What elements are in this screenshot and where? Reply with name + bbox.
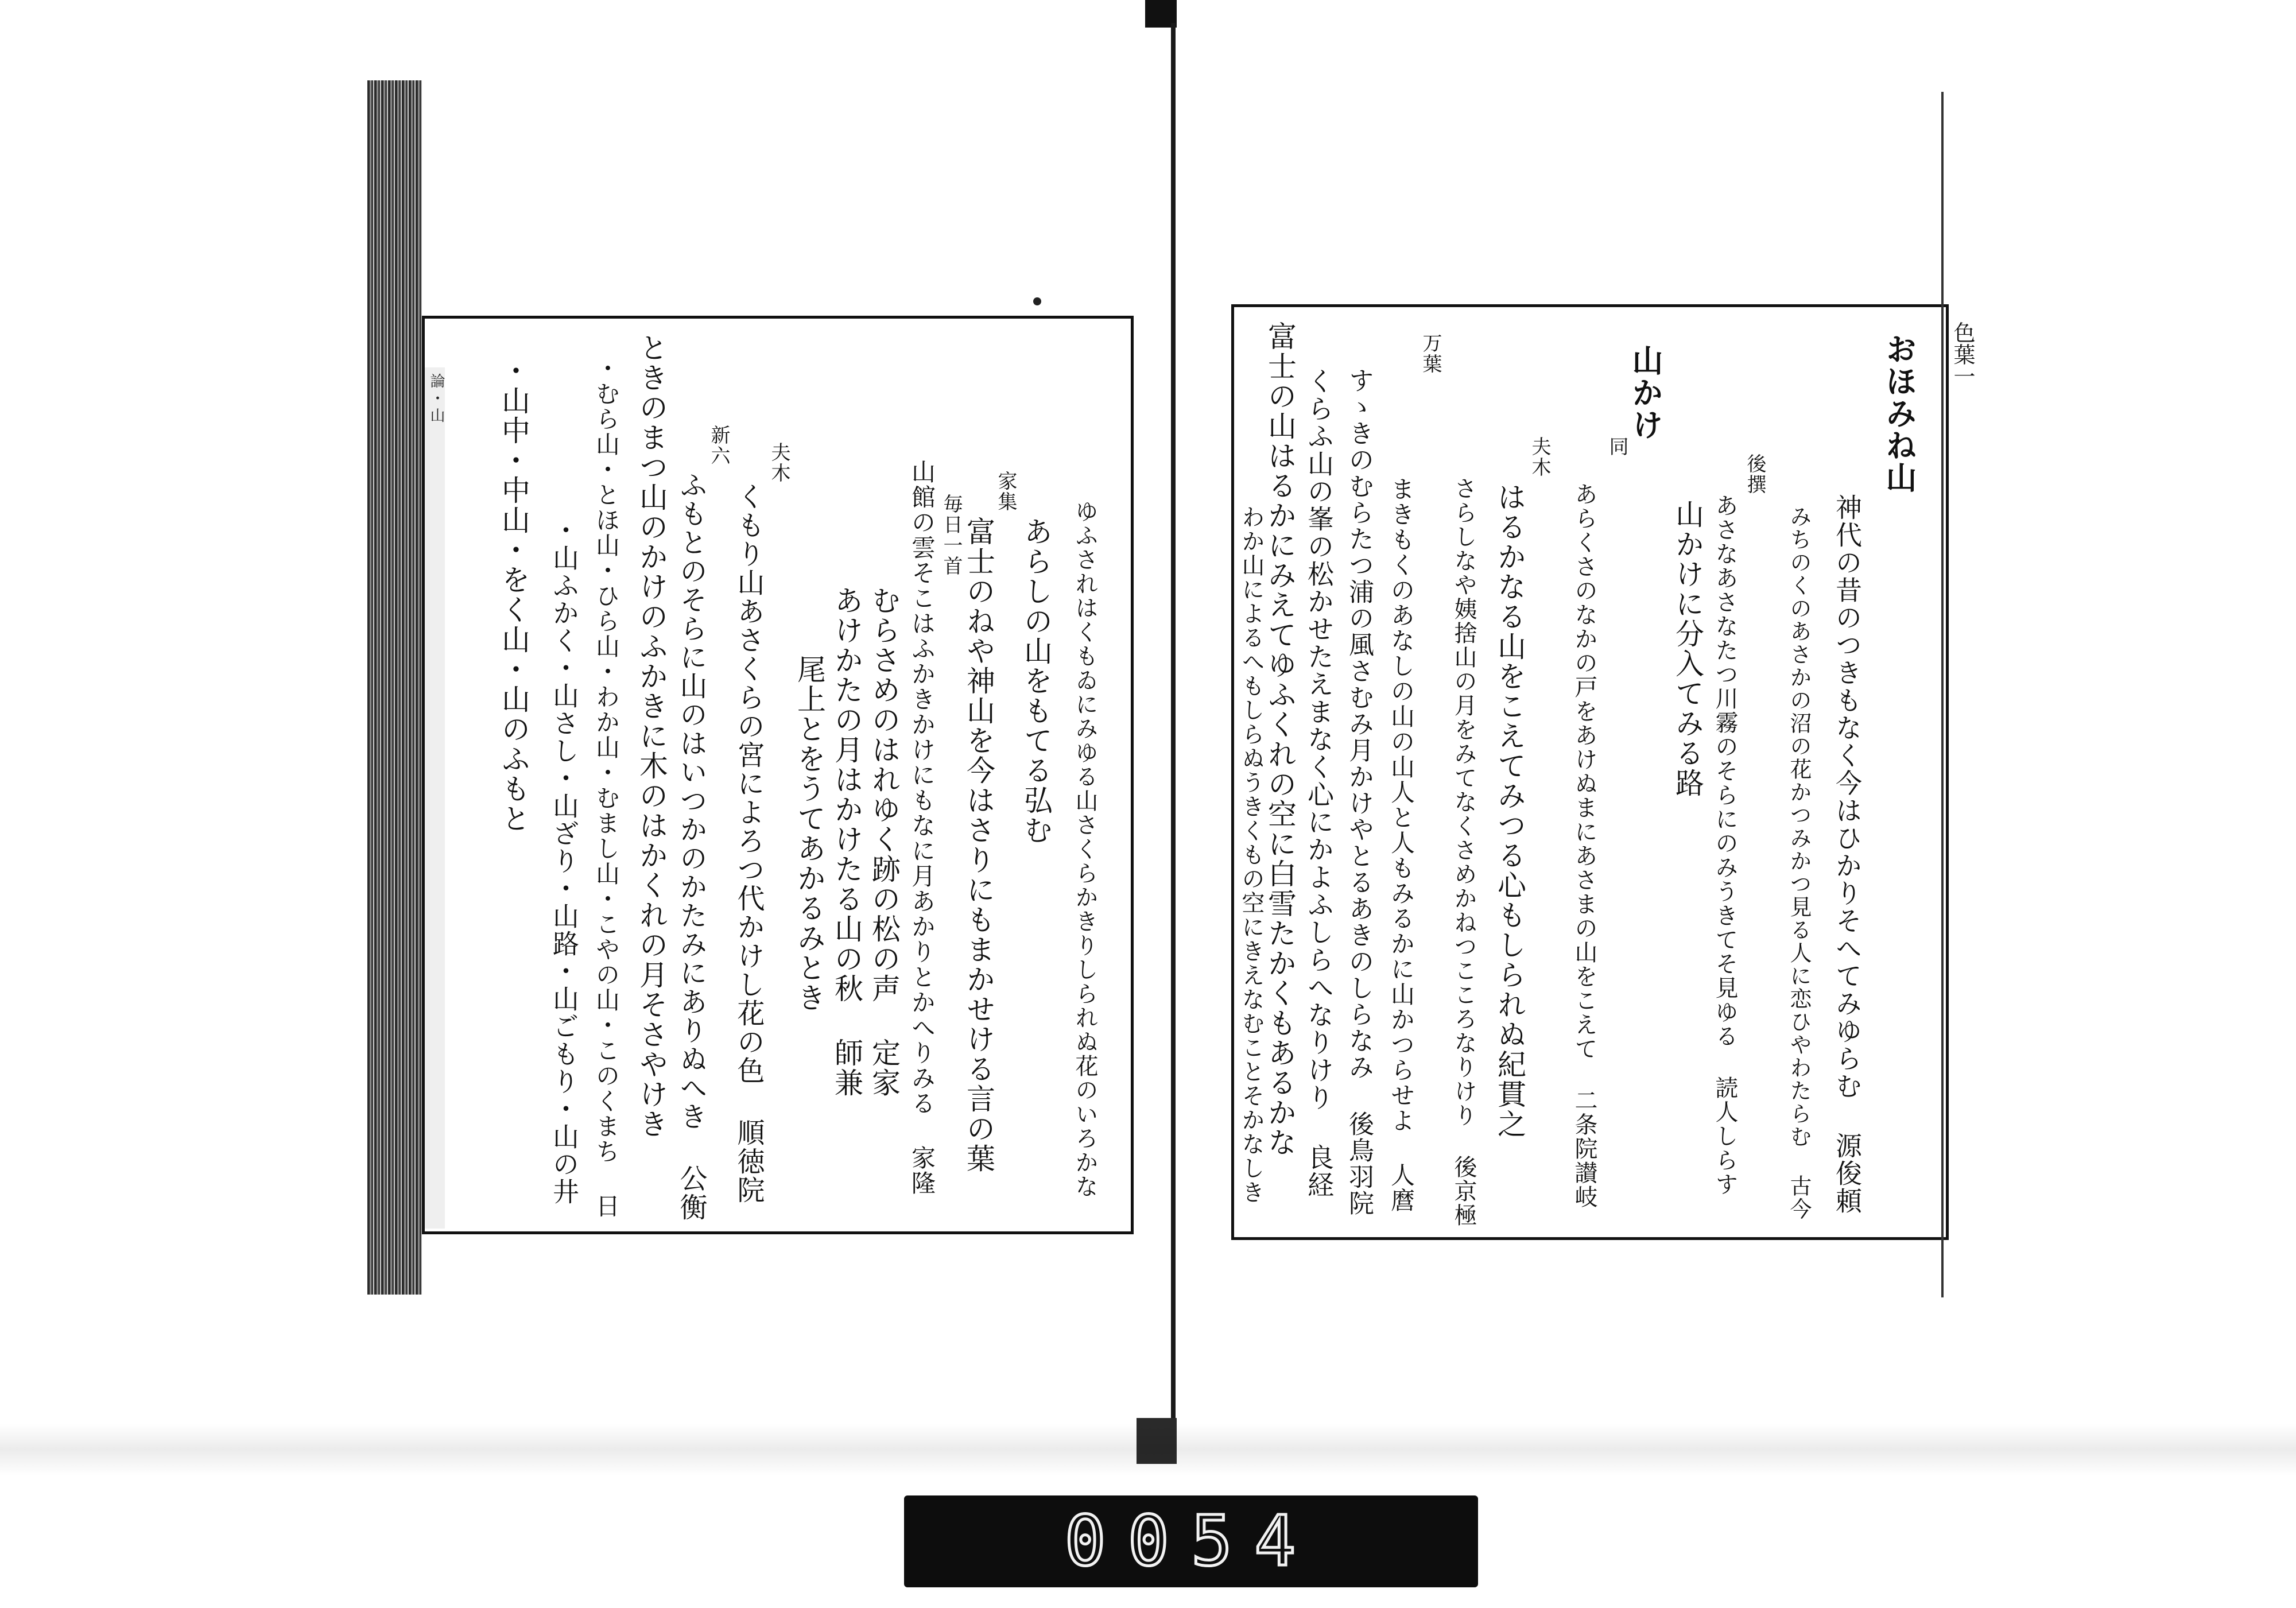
- right-col-1: おほみね山: [1881, 333, 1918, 494]
- left-col-5: 毎日一首: [940, 494, 963, 576]
- right-col-12: さらしなや姨捨山の月をみてなくさめかねつこころなりけり 後京極: [1450, 476, 1477, 1227]
- right-col-9: あらくさのなかの戸をあけぬまにあさまの山をこえて 二条院讃岐: [1571, 482, 1597, 1209]
- scan-noise: [0, 1424, 2296, 1475]
- edge-label: 論・山: [428, 373, 445, 425]
- left-col-1: ゆふされはくもゐにみゆる山さくらかきりしられぬ花のいろかな: [1072, 499, 1098, 1199]
- right-col-8: 同: [1605, 436, 1628, 457]
- left-col-3: 家集: [994, 471, 1017, 512]
- right-col-17: 富士の山はるかにみえてゆふくれの空に白雪たかくもあるかな: [1263, 321, 1297, 1157]
- right-col-10: 夫木: [1528, 436, 1551, 478]
- right-col-6: 山かけに分入てみる路: [1671, 499, 1704, 798]
- right-col-2: 神代の昔のつきもなく今はひかりそへてみゆらむ 源俊頼: [1832, 494, 1863, 1215]
- left-col-8: あけかたの月はかけたる山の秋 師兼: [830, 586, 863, 1098]
- left-col-15: ・むら山・とほ山・ひら山・わか山・むまし山・こやの山・このくまち 日: [592, 356, 620, 1219]
- right-col-7: 山かけ: [1627, 344, 1664, 441]
- right-col-3: みちのくのあさかの沼の花かつみかつ見る人に恋ひやわたらむ 古今: [1786, 505, 1812, 1220]
- left-col-12: 新六: [707, 425, 730, 466]
- frame-counter-label: [904, 1495, 1478, 1587]
- right-col-13: 万葉: [1419, 333, 1442, 374]
- left-col-16: ・山ふかく・山さし・山ざり・山路・山ごもり・山の井: [549, 517, 580, 1206]
- left-page-edge: [367, 80, 422, 1295]
- left-col-11: くもり山あさくらの宮によろつ代かけし花の色 順徳院: [732, 482, 765, 1204]
- right-col-4: 後撰: [1743, 454, 1766, 495]
- book-gutter: [1171, 23, 1176, 1424]
- right-page-edge: [1941, 92, 1944, 1297]
- left-col-17: ・山中・中山・をく山・山のふもと: [497, 356, 530, 834]
- left-col-7: むらさめのはれゆく跡の松の声 定家: [867, 586, 901, 1098]
- left-col-10: 夫木: [767, 442, 790, 483]
- left-col-2: あらしの山をもてる弘む: [1019, 517, 1053, 845]
- right-col-16: くらふ山の峯の松かせたえまなく心にかよふしらへなりけり 良経: [1304, 367, 1335, 1199]
- right-col-18: わか山によるへもしらぬうきくもの空にきえなむことそかなしき: [1238, 505, 1265, 1204]
- running-head: 色葉一: [1950, 321, 1975, 387]
- left-col-14: ときのまつ山のかけのふかきに木のはかくれの月そさやけき: [635, 333, 668, 1139]
- right-col-15: すゝきのむらたつ浦の風さむみ月かけやとるあきのしらなみ 後鳥羽院: [1344, 367, 1374, 1216]
- right-col-11: はるかなる山をこえてみつる心もしられぬ紀貫之: [1493, 482, 1526, 1139]
- right-col-5: あさなあさなたつ川霧のそらにのみうきてそ見ゆる 読人しらす: [1712, 494, 1738, 1196]
- left-col-13: ふもとのそらに山のはいつかのかたみにありぬへき 公衡: [675, 471, 707, 1222]
- ink-spot: [1033, 297, 1041, 305]
- left-col-6: 山館の雲そこはふかきかけにもなに月あかりとかへりみる 家隆: [908, 459, 936, 1196]
- left-col-9: 尾上とをうてあかるみとき: [793, 654, 826, 1013]
- frame-number: 0054: [1064, 1501, 1318, 1582]
- left-col-4: 富士のねや神山を今はさりにもまかせける言の葉: [962, 517, 995, 1173]
- right-col-14: まきもくのあなしの山の山人と人もみるかに山かつらせよ 人麿: [1387, 476, 1415, 1213]
